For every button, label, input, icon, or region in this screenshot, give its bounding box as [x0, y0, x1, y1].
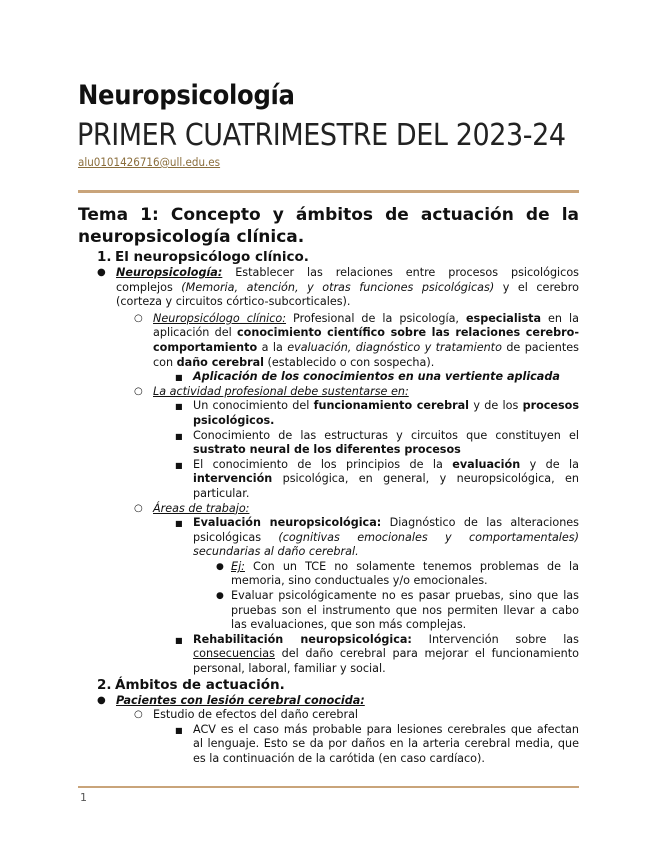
bullet-disc-icon: ● — [97, 267, 106, 278]
subsection-title: El neuropsicólogo clínico. — [115, 249, 309, 265]
text: (cognitivas emocionales y comportamentales) secundarias al daño cerebral. — [193, 530, 579, 559]
term: Evaluación neuropsicológica: — [193, 516, 382, 530]
bullet-square-icon: ■ — [175, 402, 183, 412]
text: Pacientes con lesión cerebral conocida: — [116, 693, 365, 707]
list-item — [78, 385, 579, 400]
text: Ej: — [231, 559, 245, 573]
bullet-square-icon: ■ — [175, 635, 183, 645]
text: Con un TCE no solamente tenemos problemas de la memoria, sino conductuales y/o emocionales. — [231, 559, 579, 588]
subsection-number: 1. — [97, 249, 112, 265]
bullet-circle-icon: ○ — [134, 312, 143, 324]
list-item — [78, 589, 579, 633]
text: sustrato neural de los diferentes procesos — [193, 443, 461, 457]
text: y el cerebro (corteza y circuitos córtico-subcorticales). — [116, 280, 579, 309]
text: y de los — [469, 399, 523, 413]
subsection-title: Ámbitos de actuación. — [115, 676, 285, 693]
list-item — [78, 312, 579, 370]
text: Evaluar psicológicamente no es pasar pruebas, sino que las pruebas son el instrumento que nos permiten llevar a cabo las evaluaciones, que son más complejas. — [231, 589, 579, 632]
list-item — [78, 694, 579, 709]
document-title: Neuropsicología — [78, 80, 295, 111]
subsection-heading-1 — [78, 249, 579, 266]
text: procesos psicológicos. — [193, 399, 579, 427]
text: especialista — [465, 311, 542, 325]
text: Estudio de efectos del daño cerebral — [153, 708, 359, 722]
bullet-circle-icon: ○ — [134, 385, 143, 397]
list-item — [78, 560, 579, 589]
text: Aplicación de los conocimientos en una vertiente aplicada — [193, 370, 560, 384]
footer-divider — [78, 786, 579, 788]
list-item — [78, 370, 579, 385]
text: a la — [257, 340, 288, 354]
term: Neuropsicólogo clínico: — [153, 311, 287, 325]
subsection-heading-2 — [78, 677, 579, 694]
text: de pacientes con — [153, 340, 579, 369]
bullet-disc-icon: ● — [97, 694, 106, 706]
bullet-circle-icon: ○ — [134, 502, 143, 514]
section-heading: Tema 1: Concepto y ámbitos de actuación de la neuropsicología clínica. — [78, 205, 579, 247]
text: Un conocimiento del — [193, 399, 314, 413]
text: funcionamiento cerebral — [313, 399, 470, 413]
text: El conocimiento de los principios de la — [193, 457, 453, 471]
bullet-square-icon: ■ — [175, 725, 183, 735]
list-item — [78, 633, 579, 677]
text: La actividad profesional debe sustentarse en: — [153, 384, 409, 398]
list-item — [78, 516, 579, 560]
text: Profesional de la psicología, — [286, 311, 466, 325]
text: psicológica, en general, y neuropsicológica, en particular. — [193, 472, 579, 500]
header-divider — [78, 190, 579, 193]
text: consecuencias — [193, 647, 275, 661]
text: en la aplicación del — [153, 311, 579, 340]
bullet-square-icon: ■ — [175, 373, 183, 383]
text: Áreas de trabajo: — [153, 501, 250, 515]
list-item — [78, 399, 579, 428]
text: conocimiento científico sobre las relaciones cerebro-comportamiento — [153, 326, 579, 354]
text: Intervención sobre las — [411, 632, 579, 646]
list-item — [78, 458, 579, 502]
bullet-square-icon: ■ — [175, 519, 183, 529]
text: intervención — [193, 472, 273, 486]
list-item — [78, 723, 579, 767]
document-body — [78, 204, 579, 767]
text: Establecer las relaciones entre procesos psicológicos complejos — [116, 266, 579, 294]
bullet-square-icon: ■ — [175, 460, 183, 470]
bullet-square-icon: ■ — [175, 431, 183, 441]
text: Diagnóstico de las alteraciones psicológicas — [193, 516, 579, 544]
text: (establecido o con sospecha). — [264, 355, 435, 369]
text: ACV es el caso más probable para lesiones cerebrales que afectan al lenguaje. Esto se da por daños en la arteria cerebral media, que es la continuación de la carótida (en caso cardíaco). — [193, 722, 579, 765]
text: evaluación — [452, 457, 521, 471]
text: Conocimiento de las estructuras y circuitos que constituyen el — [193, 428, 579, 442]
text: y de la — [520, 457, 579, 471]
term: Neuropsicología: — [116, 266, 223, 279]
term: Rehabilitación neuropsicológica: — [193, 632, 412, 646]
bullet-circle-icon: ○ — [134, 709, 143, 721]
text: daño cerebral — [176, 355, 264, 369]
text: del daño cerebral para mejorar el funcionamiento personal, laboral, familiar y social. — [193, 647, 579, 676]
list-item — [78, 502, 579, 517]
list-item — [78, 429, 579, 458]
list-item — [78, 266, 579, 310]
text: (Memoria, atención, y otras funciones psicológicas) — [181, 280, 495, 294]
list-item — [78, 708, 579, 723]
bullet-disc-icon: ● — [216, 591, 224, 602]
author-email-link[interactable]: alu0101426716@ull.edu.es — [78, 155, 221, 169]
page-number: 1 — [80, 791, 87, 804]
bullet-disc-icon: ● — [216, 561, 224, 572]
document-subtitle: PRIMER CUATRIMESTRE DEL 2023-24 — [77, 118, 566, 153]
subsection-number: 2. — [97, 676, 112, 693]
text: evaluación, diagnóstico y tratamiento — [287, 340, 502, 354]
